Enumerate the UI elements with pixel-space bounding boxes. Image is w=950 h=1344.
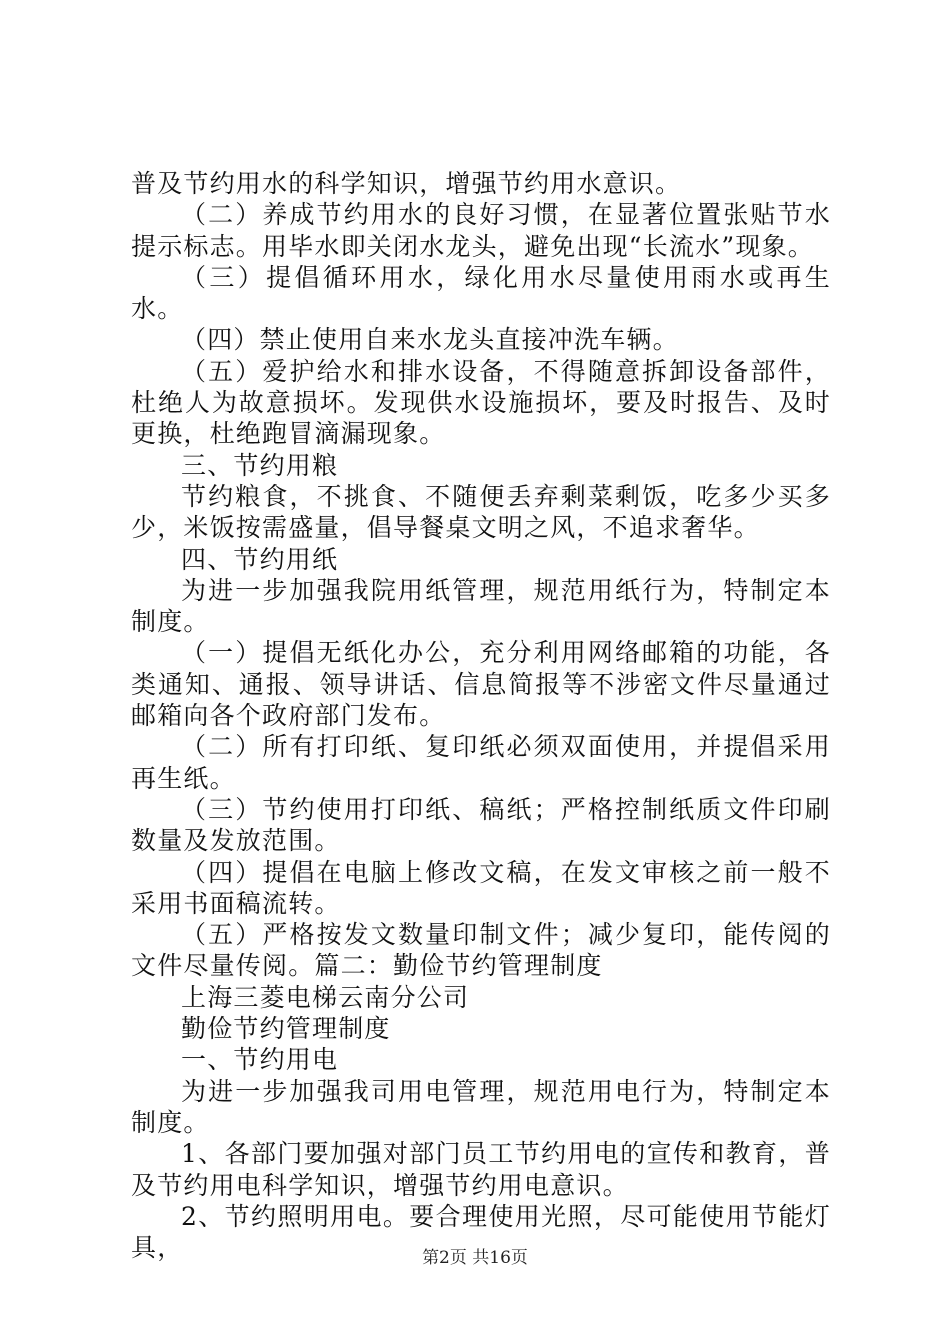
paragraph: 三、节约用粮	[181, 450, 339, 480]
paragraph: （一）提倡无纸化办公，充分利用网络邮箱的功能，各类通知、通报、领导讲话、信息简报等不涉密文件尽量通过邮箱向各个政府部门发布。	[131, 638, 831, 731]
paragraph: 上海三菱电梯云南分公司	[181, 982, 470, 1012]
paragraph: 一、节约用电	[181, 1045, 339, 1075]
paragraph: 普及节约用水的科学知识，增强节约用水意识。	[131, 169, 682, 198]
paragraph: 四、节约用纸	[181, 544, 339, 574]
paragraph: （四）提倡在电脑上修改文稿，在发文审核之前一般不采用书面稿流转。	[131, 857, 831, 918]
page-footer: 第2页 共16页	[422, 1248, 528, 1268]
paragraph: 勤俭节约管理制度	[181, 1014, 391, 1044]
paragraph: （三）节约使用打印纸、稿纸；严格控制纸质文件印刷数量及发放范围。	[131, 794, 831, 856]
paragraph: 节约粮食，不挑食、不随便丢弃剩菜剩饭，吃多少买多少，米饭按需盛量，倡导餐桌文明之风，不追求奢华。	[131, 481, 831, 543]
paragraph: （二）所有打印纸、复印纸必须双面使用，并提倡采用再生纸。	[131, 732, 831, 793]
paragraph: （五）严格按发文数量印制文件；减少复印，能传阅的文件尽量传阅。篇二：勤俭节约管理制度	[131, 920, 831, 981]
document-body	[131, 168, 831, 1263]
paragraph: 1、各部门要加强对部门员工节约用电的宣传和教育，普及节约用电科学知识，增强节约用电意识。	[131, 1139, 831, 1200]
paragraph: 为进一步加强我院用纸管理，规范用纸行为，特制定本制度。	[131, 575, 831, 637]
paragraph: （五）爱护给水和排水设备，不得随意拆卸设备部件，杜绝人为故意损坏。发现供水设施损坏，要及时报告、及时更换，杜绝跑冒滴漏现象。	[131, 356, 831, 449]
paragraph: （三）提倡循环用水，绿化用水尽量使用雨水或再生水。	[131, 262, 831, 324]
paragraph: 2、节约照明用电。要合理使用光照，尽可能使用节能灯具，	[131, 1201, 831, 1263]
paragraph: （二）养成节约用水的良好习惯，在显著位置张贴节水提示标志。用毕水即关闭水龙头，避免出现“长流水”现象。	[131, 200, 831, 261]
paragraph: 为进一步加强我司用电管理，规范用电行为，特制定本制度。	[131, 1076, 831, 1137]
paragraph: （四）禁止使用自来水龙头直接冲洗车辆。	[181, 325, 679, 355]
